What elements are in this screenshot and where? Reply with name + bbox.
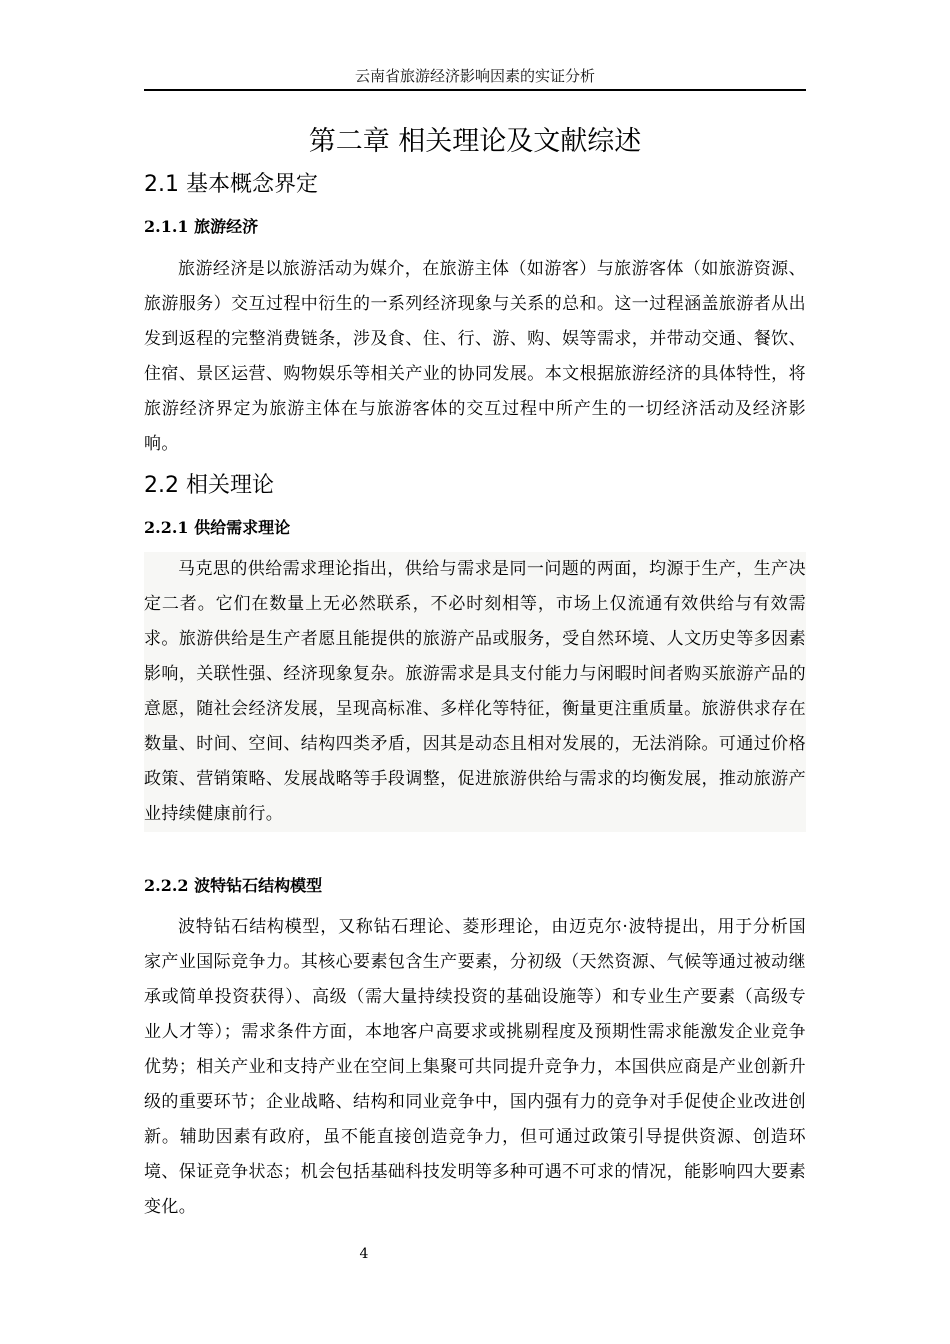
subsection-heading-2-2-1: 2.2.1 供给需求理论 [144, 518, 291, 537]
paragraph-supply-demand: 马克思的供给需求理论指出，供给与需求是同一问题的两面，均源于生产，生产决定二者。它们在数量上无必然联系，不必时刻相等，市场上仅流通有效供给与有效需求。旅游供给是生产者愿且能提供的旅游产品或服务，受自然环境、人文历史等多因素影响，关联性强、经济现象复杂。旅游需求是具支付能力与闲暇时间者购买旅游产品的意愿，随社会经济发展，呈现高标准、多样化等特征，衡量更注重质量。旅游供求存在数量、时间、空间、结构四类矛盾，因其是动态且相对发展的，无法消除。可通过价格政策、营销策略、发展战略等手段调整，促进旅游供给与需求的均衡发展，推动旅游产业持续健康前行。 [144, 552, 806, 832]
section-heading-2-2: 2.2 相关理论 [144, 473, 274, 498]
paragraph-tourism-economy: 旅游经济是以旅游活动为媒介，在旅游主体（如游客）与旅游客体（如旅游资源、旅游服务）交互过程中衍生的一系列经济现象与关系的总和。这一过程涵盖旅游者从出发到返程的完整消费链条，涉及食、住、行、游、购、娱等需求，并带动交通、餐饮、住宿、景区运营、购物娱乐等相关产业的协同发展。本文根据旅游经济的具体特性，将旅游经济界定为旅游主体在与旅游客体的交互过程中所产生的一切经济活动及经济影响。 [144, 259, 806, 454]
section-heading-2-1: 2.1 基本概念界定 [144, 172, 318, 197]
subsection-heading-2-1-1: 2.1.1 旅游经济 [144, 217, 259, 236]
header-rule [144, 89, 806, 91]
running-header: 云南省旅游经济影响因素的实证分析 [354, 67, 595, 85]
page-number: 4 [359, 1246, 369, 1262]
subsection-heading-2-2-2: 2.2.2 波特钻石结构模型 [144, 876, 323, 895]
chapter-title: 第二章 相关理论及文献综述 [308, 126, 642, 157]
paragraph-porter-diamond: 波特钻石结构模型，又称钻石理论、菱形理论，由迈克尔·波特提出，用于分析国家产业国际竞争力。其核心要素包含生产要素，分初级（天然资源、气候等通过被动继承或简单投资获得）、高级（需大量持续投资的基础设施等）和专业生产要素（高级专业人才等）；需求条件方面，本地客户高要求或挑剔程度及预期性需求能激发企业竞争优势；相关产业和支持产业在空间上集聚可共同提升竞争力，本国供应商是产业创新升级的重要环节；企业战略、结构和同业竞争中，国内强有力的竞争对手促使企业改进创新。辅助因素有政府，虽不能直接创造竞争力，但可通过政策引导提供资源、创造环境、保证竞争状态；机会包括基础科技发明等多种可遇不可求的情况，能影响四大要素变化。 [144, 917, 806, 1217]
